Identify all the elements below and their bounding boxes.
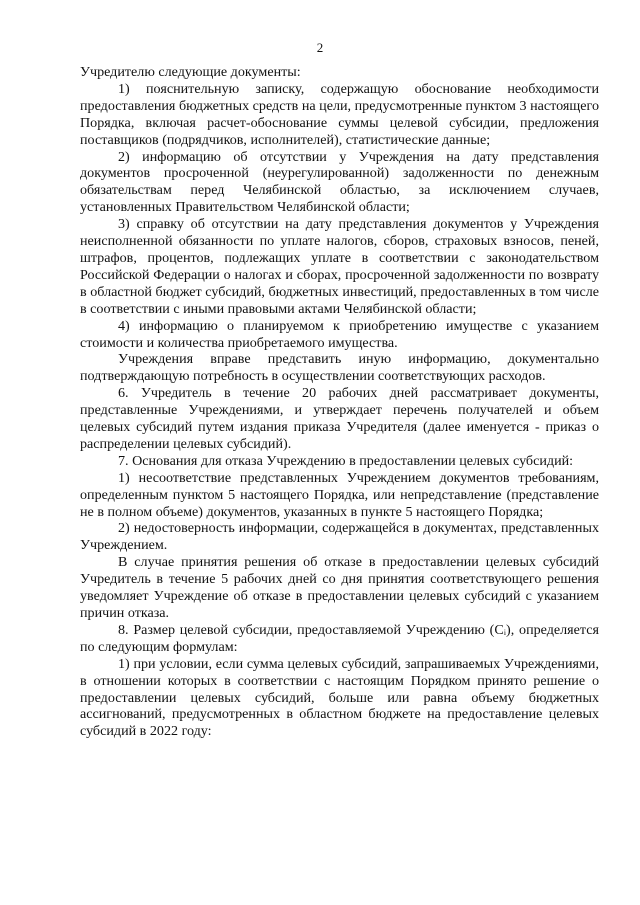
paragraph-intro: Учредителю следующие документы: <box>80 64 301 80</box>
paragraph-item-2: 2) информацию об отсутствии у Учреждения на дату представления документов просроченной (неурегулированной) задолженности по денежным обязательствам перед Челябинской областью, за исключением случаев, установленных Правительством Челябинской области; <box>80 148 599 216</box>
paragraph-formula-condition-1: 1) при условии, если сумма целевых субсидий, запрашиваемых Учреждениями, в отношении которых в соответствии с настоящим Порядком принято решение о предоставлении целевых субсидий, больше или равна объему бюджетных ассигнований, предусмотренных в областном бюджете на предоставление целевых субсидий в 2022 году: <box>80 655 599 740</box>
paragraph-section-7: 7. Основания для отказа Учреждению в предоставлении целевых субсидий: <box>118 452 574 469</box>
paragraph-additional-info: Учреждения вправе представить иную информацию, документально подтверждающую потребность в осуществлении соответствующих расходов. <box>80 351 599 385</box>
paragraph-item-3: 3) справку об отсутствии на дату представления документов у Учреждения неисполненной обязанности по уплате налогов, сборов, страховых взносов, пеней, штрафов, процентов, подлежащих уплате в соответствии с законодательством Российской Федерации о налогах и сборах, просроченной задолженности по возврату в областной бюджет субсидий, бюджетных инвестиций, предоставленных в том числе в соответствии с иными правовыми актами Челябинской области; <box>80 216 599 317</box>
paragraph-section-6: 6. Учредитель в течение 20 рабочих дней рассматривает документы, представленные Учреждениями, и утверждает перечень получателей и объем целевых субсидий путем издания приказа Учредителя (далее именуется - приказ о распределении целевых субсидий). <box>80 385 599 452</box>
page-number: 2 <box>316 40 324 55</box>
paragraph-item-1: 1) пояснительную записку, содержащую обоснование необходимости предоставления бюджетных средств на цели, предусмотренные пунктом 3 настоящего Порядка, включая расчет-обоснование суммы целевой субсидии, предложения поставщиков (подрядчиков, исполнителей), статистические данные; <box>80 80 599 148</box>
paragraph-item-4: 4) информацию о планируемом к приобретению имуществе с указанием стоимости и количества приобретаемого имущества. <box>80 317 599 351</box>
paragraph-refusal-1: 1) несоответствие представленных Учреждением документов требованиям, определенным пунктом 5 настоящего Порядка, или непредставление (представление не в полном объеме) документов, указанных в пункте 5 настоящего Порядка; <box>80 469 599 520</box>
document-body <box>80 64 599 740</box>
paragraph-refusal-2: 2) недостоверность информации, содержащейся в документах, представленных Учреждением. <box>80 520 599 554</box>
paragraph-section-8: 8. Размер целевой субсидии, предоставляемой Учреждению (Cᵢ), определяется по следующим формулам: <box>80 621 599 655</box>
paragraph-refusal-notice: В случае принятия решения об отказе в предоставлении целевых субсидий Учредитель в течение 5 рабочих дней со дня принятия соответствующего решения уведомляет Учреждение об отказе в предоставлении целевых субсидий с указанием причин отказа. <box>80 554 599 621</box>
